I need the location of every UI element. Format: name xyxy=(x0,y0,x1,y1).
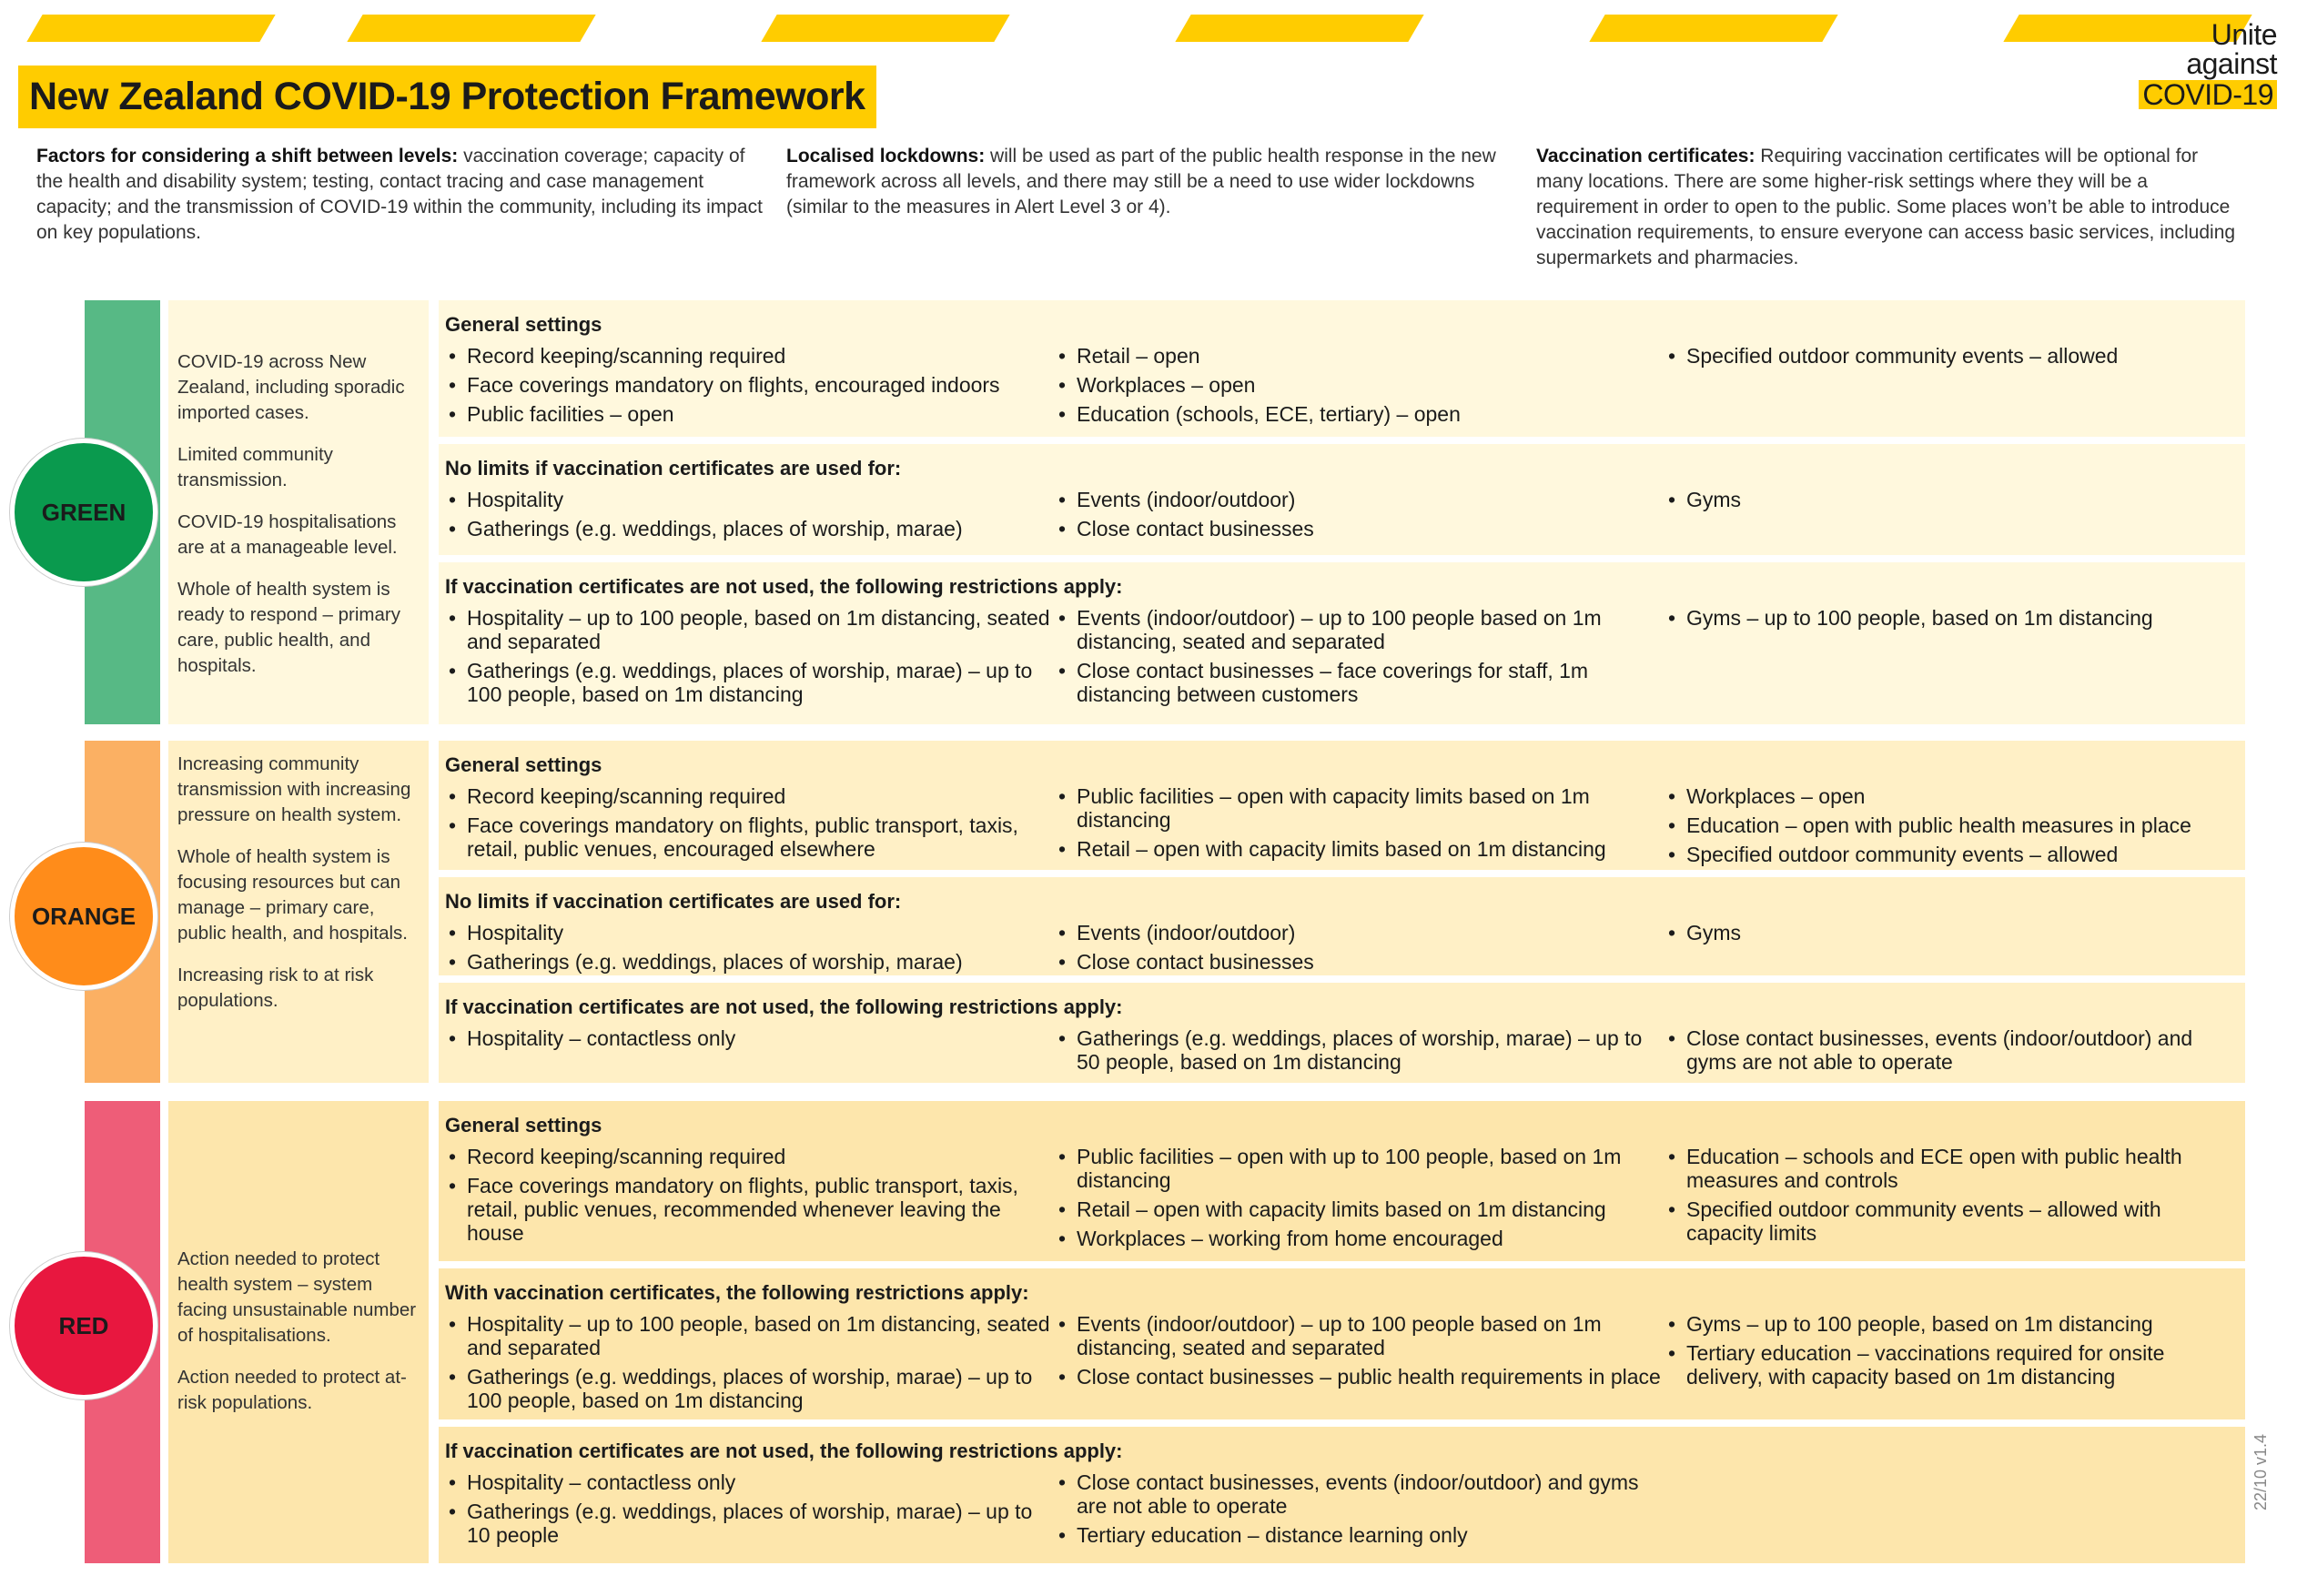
panel-heading: No limits if vaccination certificates are used for: xyxy=(445,457,902,480)
level-description xyxy=(168,1101,429,1563)
list-item: • Education (schools, ECE, tertiary) – open xyxy=(1055,402,1665,426)
list-item: • Gyms – up to 100 people, based on 1m distancing xyxy=(1665,1312,2236,1336)
list-item: • Hospitality xyxy=(445,921,1055,944)
intro-factors xyxy=(36,144,764,246)
panel-general-settings xyxy=(439,1101,2245,1261)
description-paragraph: Whole of health system is focusing resources but can manage – primary care, public health, and hospitals. xyxy=(177,846,409,944)
description-paragraph: Limited community transmission. xyxy=(177,444,333,490)
hazard-stripe xyxy=(1175,15,1423,42)
level-name: RED xyxy=(58,1311,109,1339)
panel-vaccine-certificates-used xyxy=(439,444,2245,555)
version-label: 22/10 v1.4 xyxy=(2251,1433,2270,1510)
intro-text: will be used as part of the public health response in the new framework across all levels, and there may still be a need to use wider lockdowns (similar to the measures in Alert Level 3 or 4). xyxy=(786,146,1496,217)
panel-heading: General settings xyxy=(445,313,602,336)
description-paragraph: COVID-19 across New Zealand, including sporadic imported cases. xyxy=(177,351,405,423)
panel-heading: With vaccination certificates, the following restrictions apply: xyxy=(445,1281,1029,1304)
description-paragraph: Action needed to protect at-risk populations. xyxy=(177,1367,407,1413)
panel-heading: General settings xyxy=(445,753,602,776)
list-item: • Close contact businesses – public health requirements in place xyxy=(1055,1365,1665,1389)
list-item: • Record keeping/scanning required xyxy=(445,1145,1055,1168)
panel-vaccine-certificates-not-used xyxy=(439,983,2245,1083)
intro-label: Localised lockdowns: xyxy=(786,146,986,167)
list-item: • Face coverings mandatory on flights, public transport, taxis, retail, public venues, encouraged elsewhere xyxy=(445,813,1055,861)
list-item: • Hospitality – up to 100 people, based on 1m distancing, seated and separated xyxy=(445,1312,1055,1359)
list-item: • Gatherings (e.g. weddings, places of worship, marae) xyxy=(445,950,1055,974)
list-item: • Events (indoor/outdoor) xyxy=(1055,921,1665,944)
list-item: • Gatherings (e.g. weddings, places of worship, marae) – up to 10 people xyxy=(445,1500,1055,1547)
intro-vaccination-certificates xyxy=(1536,144,2237,271)
list-item: • Gatherings (e.g. weddings, places of worship, marae) – up to 100 people, based on 1m distancing xyxy=(445,1365,1055,1412)
list-item: • Record keeping/scanning required xyxy=(445,344,1055,368)
list-item: • Gyms xyxy=(1665,921,2236,944)
intro-label: Factors for considering a shift between levels: xyxy=(36,146,459,167)
level-description xyxy=(168,741,429,1083)
list-item: • Retail – open xyxy=(1055,344,1665,368)
panel-heading: No limits if vaccination certificates are used for: xyxy=(445,890,902,913)
list-item: • Close contact businesses, events (indoor/outdoor) and gyms are not able to operate xyxy=(1055,1470,1665,1518)
list-item: • Close contact businesses – face coverings for staff, 1m distancing between customers xyxy=(1055,659,1665,706)
list-item: • Workplaces – open xyxy=(1665,784,2236,808)
list-item: • Tertiary education – distance learning only xyxy=(1055,1523,1665,1547)
list-item: • Retail – open with capacity limits based on 1m distancing xyxy=(1055,1197,1665,1221)
panel-vaccine-certificates-not-used xyxy=(439,562,2245,724)
list-item: • Retail – open with capacity limits based on 1m distancing xyxy=(1055,837,1665,861)
list-item: • Gatherings (e.g. weddings, places of worship, marae) xyxy=(445,517,1055,540)
list-item: • Specified outdoor community events – allowed xyxy=(1665,843,2236,866)
panel-heading: If vaccination certificates are not used, the following restrictions apply: xyxy=(445,1439,1123,1462)
list-item: • Record keeping/scanning required xyxy=(445,784,1055,808)
panel-with-vaccine-certificates xyxy=(439,1268,2245,1419)
list-item: • Public facilities – open xyxy=(445,402,1055,426)
level-badge-green xyxy=(10,439,157,586)
description-paragraph: Whole of health system is ready to respond – primary care, public health, and hospitals. xyxy=(177,579,400,676)
list-item: • Hospitality – contactless only xyxy=(445,1470,1055,1494)
description-paragraph: COVID-19 hospitalisations are at a manageable level. xyxy=(177,511,398,558)
page-title: New Zealand COVID-19 Protection Framework xyxy=(18,66,876,128)
panel-general-settings xyxy=(439,741,2245,870)
panel-heading: If vaccination certificates are not used, the following restrictions apply: xyxy=(445,995,1123,1018)
list-item: • Close contact businesses, events (indoor/outdoor) and gyms are not able to operate xyxy=(1665,1026,2236,1074)
unite-against-covid-logo xyxy=(2139,20,2277,109)
panel-vaccine-certificates-used xyxy=(439,877,2245,975)
list-item: • Workplaces – working from home encouraged xyxy=(1055,1227,1665,1250)
level-name: GREEN xyxy=(41,498,126,526)
level-description xyxy=(168,300,429,724)
description-paragraph: Increasing risk to at risk populations. xyxy=(177,965,374,1011)
list-item: • Face coverings mandatory on flights, public transport, taxis, retail, public venues, recommended whenever leaving the house xyxy=(445,1174,1055,1245)
panel-heading: If vaccination certificates are not used, the following restrictions apply: xyxy=(445,575,1123,598)
list-item: • Gatherings (e.g. weddings, places of worship, marae) – up to 50 people, based on 1m distancing xyxy=(1055,1026,1665,1074)
list-item: • Tertiary education – vaccinations required for onsite delivery, with capacity based on 1m distancing xyxy=(1665,1341,2236,1389)
list-item: • Events (indoor/outdoor) xyxy=(1055,488,1665,511)
hazard-stripe xyxy=(347,15,595,42)
hazard-stripe xyxy=(1589,15,1837,42)
list-item: • Hospitality – up to 100 people, based on 1m distancing, seated and separated xyxy=(445,606,1055,653)
intro-text: Requiring vaccination certificates will be optional for many locations. There are some higher-risk settings where they will be a requirement in order to open to the public. Some places won’t be able to introduce vaccination requirements, to ensure everyone can access basic services, including supermarkets and pharmacies. xyxy=(1536,146,2236,268)
panel-general-settings xyxy=(439,300,2245,437)
list-item: • Hospitality – contactless only xyxy=(445,1026,1055,1050)
intro-text: vaccination coverage; capacity of the health and disability system; testing, contact tracing and case management capacity; and the transmission of COVID-19 within the community, including its impact on key populations. xyxy=(36,146,763,243)
list-item: • Events (indoor/outdoor) – up to 100 people based on 1m distancing, seated and separated xyxy=(1055,606,1665,653)
list-item: • Gyms xyxy=(1665,488,2236,511)
list-item: • Public facilities – open with capacity limits based on 1m distancing xyxy=(1055,784,1665,832)
list-item: • Specified outdoor community events – allowed with capacity limits xyxy=(1665,1197,2236,1245)
list-item: • Gyms – up to 100 people, based on 1m distancing xyxy=(1665,606,2236,630)
brand-line: against xyxy=(2186,47,2277,80)
description-paragraph: Action needed to protect health system – system facing unsustainable number of hospitalisations. xyxy=(177,1248,417,1346)
list-item: • Hospitality xyxy=(445,488,1055,511)
intro-lockdowns xyxy=(786,144,1496,220)
list-item: • Close contact businesses xyxy=(1055,517,1665,540)
panel-heading: General settings xyxy=(445,1114,602,1136)
hazard-stripe xyxy=(761,15,1009,42)
brand-covid: COVID-19 xyxy=(2139,80,2277,109)
list-item: • Gatherings (e.g. weddings, places of worship, marae) – up to 100 people, based on 1m distancing xyxy=(445,659,1055,706)
level-name: ORANGE xyxy=(31,902,137,930)
list-item: • Close contact businesses xyxy=(1055,950,1665,974)
intro-label: Vaccination certificates: xyxy=(1536,146,1756,167)
list-item: • Events (indoor/outdoor) – up to 100 people based on 1m distancing, seated and separated xyxy=(1055,1312,1665,1359)
panel-vaccine-certificates-not-used xyxy=(439,1427,2245,1563)
description-paragraph: Increasing community transmission with increasing pressure on health system. xyxy=(177,753,411,825)
level-badge-orange xyxy=(10,843,157,990)
hazard-stripe xyxy=(26,15,275,42)
list-item: • Education – open with public health measures in place xyxy=(1665,813,2236,837)
level-badge-red xyxy=(10,1252,157,1399)
list-item: • Specified outdoor community events – allowed xyxy=(1665,344,2236,368)
list-item: • Education – schools and ECE open with public health measures and controls xyxy=(1665,1145,2236,1192)
list-item: • Public facilities – open with up to 100 people, based on 1m distancing xyxy=(1055,1145,1665,1192)
brand-line: Unite xyxy=(2211,18,2277,51)
list-item: • Face coverings mandatory on flights, encouraged indoors xyxy=(445,373,1055,397)
list-item: • Workplaces – open xyxy=(1055,373,1665,397)
